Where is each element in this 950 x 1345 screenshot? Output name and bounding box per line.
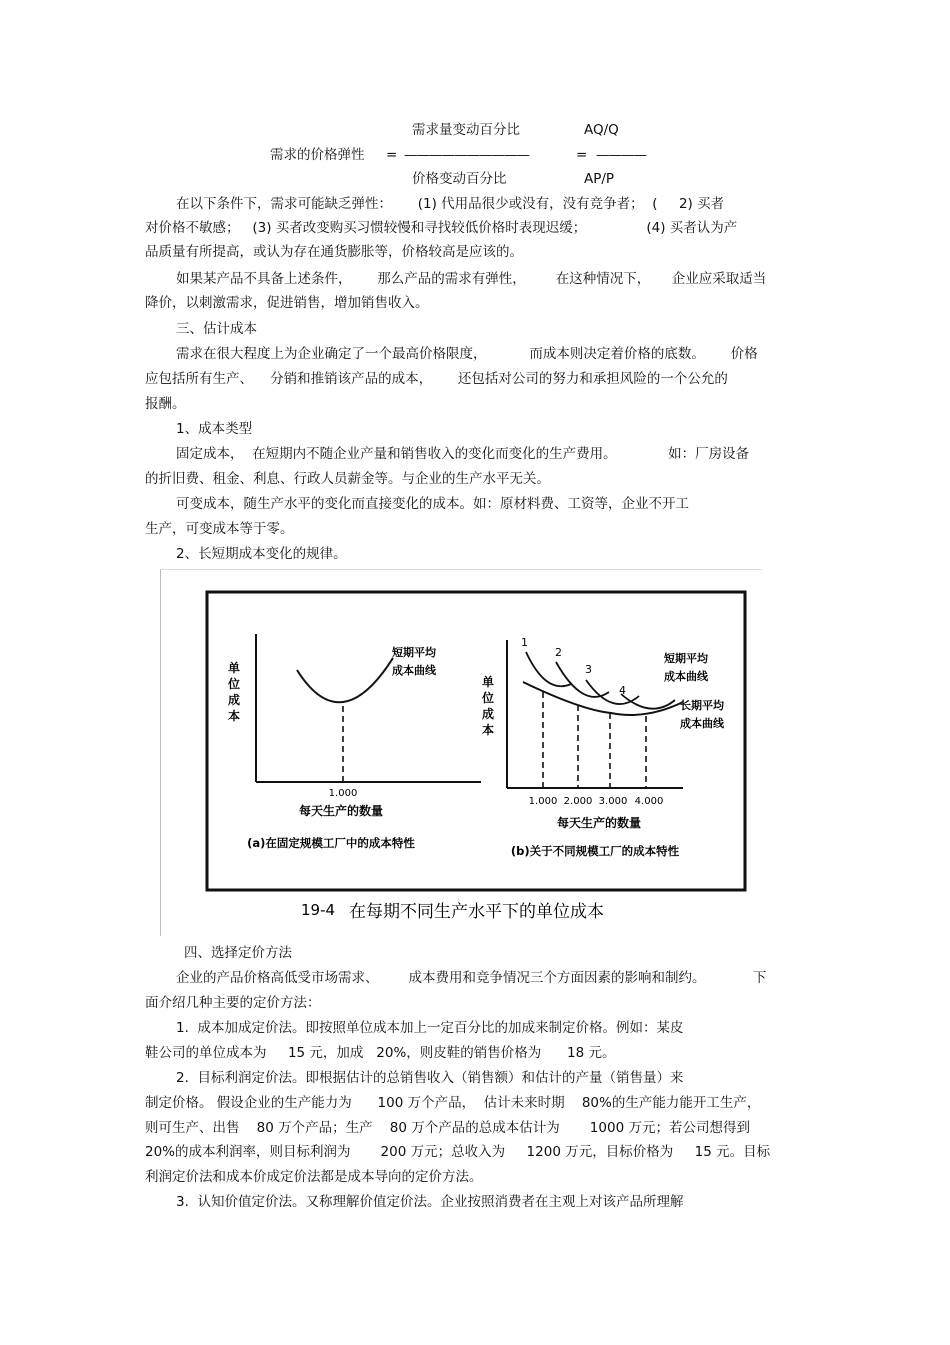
right-ylabel-1: 单 bbox=[481, 675, 495, 689]
left-curve-label-1: 短期平均 bbox=[392, 646, 436, 659]
text-line: 则可生产、出售 80 万个产品；生产 80 万个产品的总成本估计为 1000 万元；若公司想得到 bbox=[145, 1120, 750, 1136]
formula-left-label: 需求的价格弹性 bbox=[270, 147, 365, 163]
formula-equals-1: = bbox=[386, 147, 398, 163]
right-ylabel-3: 成 bbox=[481, 707, 495, 721]
right-long-label-1: 长期平均 bbox=[680, 699, 724, 712]
right-short-label-1: 短期平均 bbox=[664, 652, 708, 665]
right-caption: (b)关于不同规模工厂的成本特性 bbox=[510, 844, 680, 858]
left-caption: (a)在固定规模工厂中的成本特性 bbox=[247, 836, 415, 850]
text-line: 品质量有所提高，或认为存在通货膨胀等，价格较高是应该的。 bbox=[145, 244, 523, 260]
right-curve-number-1: 1 bbox=[521, 636, 528, 649]
left-xlabel: 每天生产的数量 bbox=[298, 804, 384, 818]
formula-dashes-2: ———— bbox=[596, 147, 646, 163]
text-line: 的折旧费、租金、利息、行政人员薪金等。与企业的生产水平无关。 bbox=[145, 471, 550, 487]
text-line: 3. 认知价值定价法。又称理解价值定价法。企业按照消费者在主观上对该产品所理解 bbox=[176, 1194, 684, 1210]
figure-title: 在每期不同生产水平下的单位成本 bbox=[349, 902, 604, 922]
figure-number: 19-4 bbox=[301, 901, 336, 919]
right-curve-number-2: 2 bbox=[555, 646, 562, 659]
left-curve-label-2: 成本曲线 bbox=[392, 664, 436, 677]
right-tick-2: 2.000 bbox=[563, 796, 593, 807]
subsection-heading: 2、长短期成本变化的规律。 bbox=[176, 546, 347, 562]
left-ylabel-1: 单 bbox=[227, 661, 241, 675]
right-curve-number-3: 3 bbox=[585, 663, 592, 676]
text-line: 报酬。 bbox=[145, 396, 186, 412]
left-ylabel-4: 本 bbox=[227, 709, 241, 723]
text-line: 面介绍几种主要的定价方法： bbox=[145, 995, 321, 1011]
formula-dashes-1: —————————— bbox=[404, 147, 529, 163]
section-heading: 四、选择定价方法 bbox=[184, 945, 292, 961]
formula-equals-2: = bbox=[576, 147, 588, 163]
text-line: 需求在很大程度上为企业确定了一个最高价格限度， 而成本则决定着价格的底数。 价格 bbox=[176, 346, 758, 362]
formula-numerator-label: 需求量变动百分比 bbox=[412, 122, 520, 138]
text-line: 鞋公司的单位成本为 15 元，加成 20%，则皮鞋的销售价格为 18 元。 bbox=[145, 1045, 616, 1061]
right-tick-3: 3.000 bbox=[598, 796, 628, 807]
text-line: 对价格不敏感； (3) 买者改变购买习惯较慢和寻找较低价格时表现迟缓； (4) 买者认为产 bbox=[145, 220, 738, 236]
text-line: 可变成本，随生产水平的变化而直接变化的成本。如：原材料费、工资等，企业不开工 bbox=[176, 496, 689, 512]
right-short-curve-1 bbox=[526, 652, 571, 686]
formula-numerator-symbol: AQ/Q bbox=[584, 122, 619, 138]
text-line: 1. 成本加成定价法。即按照单位成本加上一定百分比的加成来制定价格。例如：某皮 bbox=[176, 1020, 684, 1036]
right-ylabel-2: 位 bbox=[481, 691, 495, 705]
text-line: 如果某产品不具备上述条件， 那么产品的需求有弹性， 在这种情况下， 企业应采取适当 bbox=[176, 271, 767, 287]
text-line: 生产，可变成本等于零。 bbox=[145, 521, 294, 537]
right-long-label-2: 成本曲线 bbox=[680, 717, 724, 730]
text-line: 制定价格。 假设企业的生产能力为 100 万个产品， 估计未来时期 80%的生产能力能开工生产， bbox=[145, 1095, 761, 1111]
left-short-run-curve bbox=[297, 658, 393, 702]
left-ylabel-3: 成 bbox=[227, 693, 241, 707]
right-xlabel: 每天生产的数量 bbox=[556, 816, 642, 830]
right-short-label-2: 成本曲线 bbox=[664, 670, 708, 683]
right-ylabel-4: 本 bbox=[481, 723, 495, 737]
text-line: 固定成本， 在短期内不随企业产量和销售收入的变化而变化的生产费用。 如：厂房设备 bbox=[176, 446, 750, 462]
figure-cost-curves bbox=[160, 569, 762, 936]
right-tick-4: 4.000 bbox=[634, 796, 664, 807]
formula-denominator-symbol: AP/P bbox=[584, 171, 615, 187]
text-line: 在以下条件下，需求可能缺乏弹性： (1) 代用品很少或没有，没有竞争者； ( 2) 买者 bbox=[176, 196, 725, 212]
left-ylabel-2: 位 bbox=[227, 677, 241, 691]
subsection-heading: 1、成本类型 bbox=[176, 421, 253, 437]
formula-denominator-label: 价格变动百分比 bbox=[412, 171, 507, 187]
section-heading: 三、估计成本 bbox=[176, 321, 257, 337]
text-line: 降价，以刺激需求，促进销售，增加销售收入。 bbox=[145, 295, 429, 311]
right-tick-1: 1.000 bbox=[528, 796, 558, 807]
left-tick: 1.000 bbox=[328, 788, 358, 799]
text-line: 应包括所有生产、 分销和推销该产品的成本， 还包括对公司的努力和承担风险的一个公允的 bbox=[145, 371, 728, 387]
text-line: 20%的成本利润率，则目标利润为 200 万元；总收入为 1200 万元，目标价格为 15 元。目标 bbox=[145, 1144, 771, 1160]
right-curve-number-4: 4 bbox=[619, 684, 626, 697]
text-line: 2. 目标利润定价法。即根据估计的总销售收入（销售额）和估计的产量（销售量）来 bbox=[176, 1070, 684, 1086]
text-line: 企业的产品价格高低受市场需求、 成本费用和竞争情况三个方面因素的影响和制约。 下 bbox=[176, 970, 767, 986]
text-line: 利润定价法和成本价成定价法都是成本导向的定价方法。 bbox=[145, 1169, 483, 1185]
right-short-curve-2 bbox=[556, 662, 609, 697]
